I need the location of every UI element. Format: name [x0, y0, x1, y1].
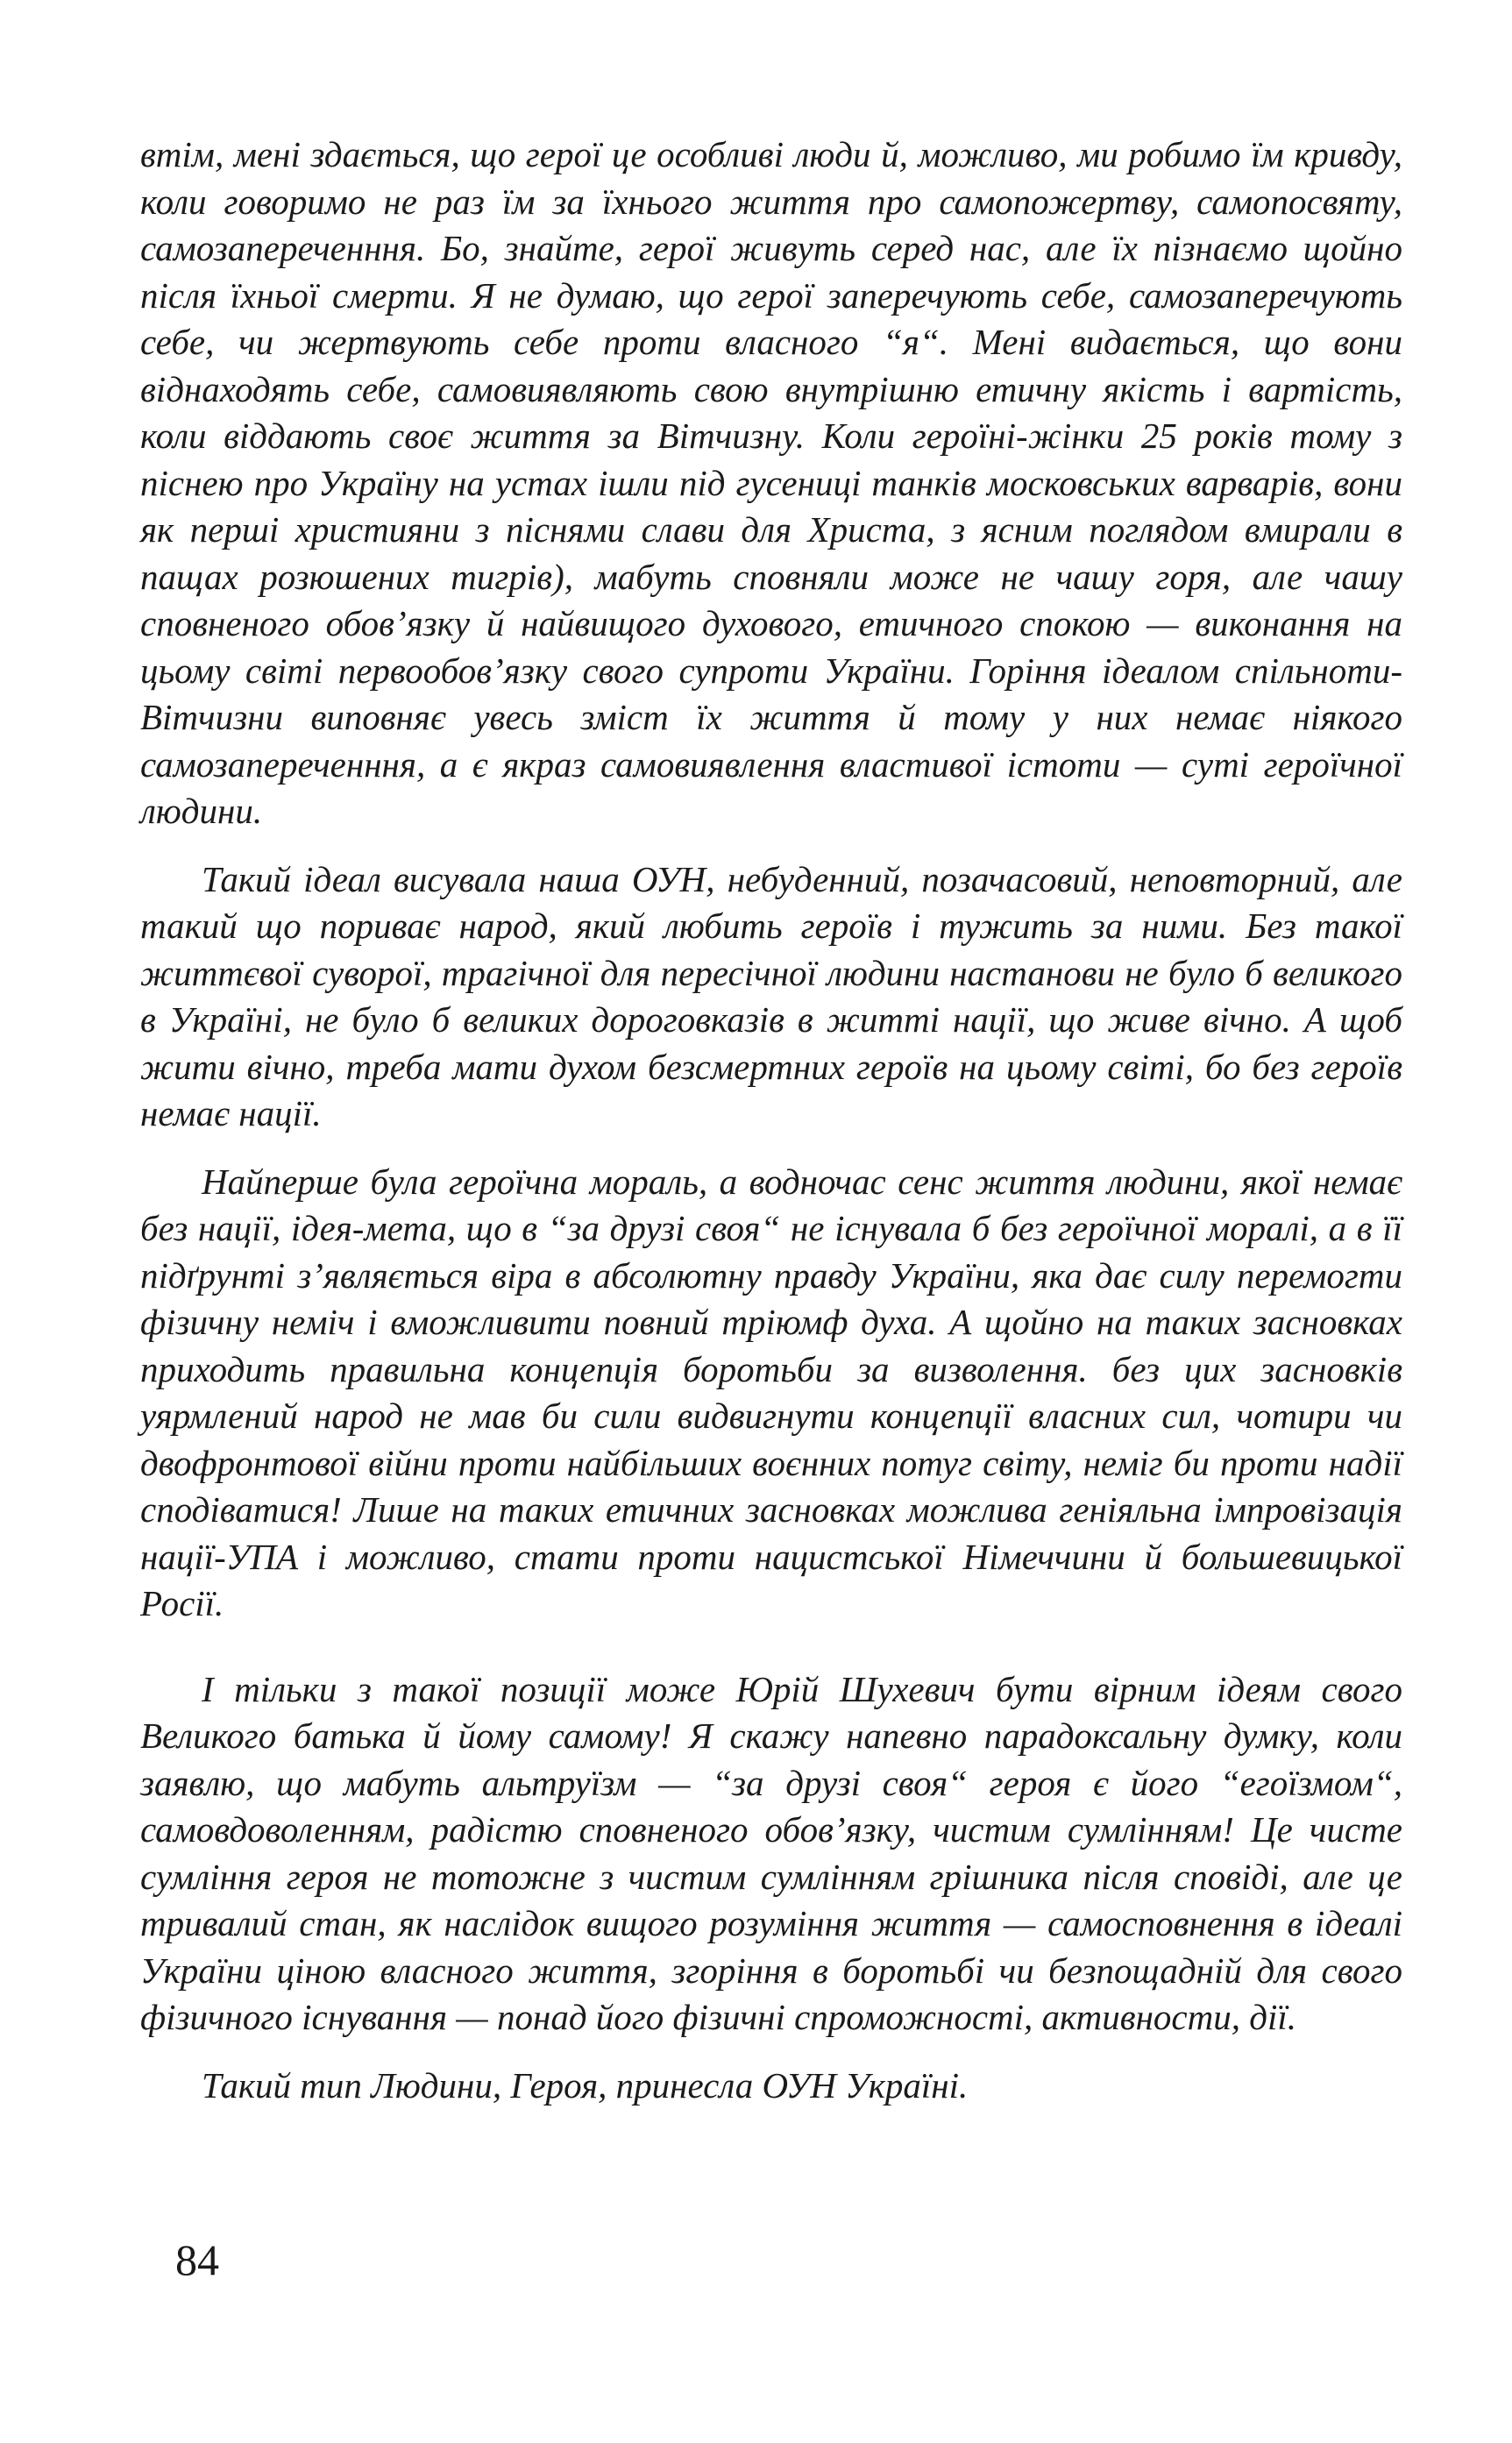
paragraph-2: Такий ідеал висувала наша ОУН, небуденний, позачасовий, неповторний, але такий що пориває народ, який любить героїв і тужить за ними. Без такої життєвої суворої, трагічної для пересічної людини настанови не було б великого в Україні, не було б великих дороговказів в житті нації, що живе вічно. А щоб жити вічно, треба мати духом безсмертних героїв на цьому світі, бо без героїв немає нації.: [140, 858, 1402, 1133]
paragraph-5: Такий тип Людини, Героя, принесла ОУН Україні.: [202, 2064, 969, 2106]
page-number: 84: [175, 2235, 219, 2284]
paragraph-4: І тільки з такої позиції може Юрій Шухевич бути вірним ідеям свого Великого батька й йому самому! Я скажу напевно парадоксальну думку, коли заявлю, що мабуть альтруїзм — “за друзі своя“ героя є його “егоїзмом“, самовдоволенням, радістю сповненого обов’язку, чистим сумлінням! Це чисте сумління героя не тотожне з чистим сумлінням грішника після сповіді, але це тривалий стан, як наслідок вищого розуміння життя — самосповнення в ідеалі України ціною власного життя, згоріння в боротьбі чи безпощадній для свого фізичного існування — понад його фізичні спроможності, активности, дії.: [140, 1668, 1402, 2037]
paragraph-1: втім, мені здається, що герої це особливі люди й, можливо, ми робимо їм кривду, коли говоримо не раз їм за їхнього життя про самопожертву, самопосвяту, самозапереченння. Бо, знайте, герої живуть серед нас, але їх пізнаємо щойно після їхньої смерти. Я не думаю, що герої заперечують себе, самозаперечують себе, чи жертвують себе проти власного “я“. Мені видається, що вони віднаходять себе, самовиявляють свою внутрішню етичну якість і вартість, коли віддають своє життя за Вітчизну. Коли героїні-жінки 25 років тому з піснею про Україну на устах ішли під гусениці танків московських варварів, вони як перші християни з піснями слави для Христа, з ясним поглядом вмирали в пащах розюшених тигрів), мабуть сповняли може не чашу горя, але чашу сповненого обов’язку й найвищого духового, етичного спокою — виконання на цьому світі первообов’язку свого супроти України. Горіння ідеалом спільноти-Вітчизни виповняє увесь зміст їх життя й тому у них немає ніякого самозапереченння, а є якраз самовиявлення властивої істоти — суті героїчної людини.: [140, 134, 1402, 831]
paragraph-3: Найперше була героїчна мораль, а водночас сенс життя людини, якої немає без нації, ідея-мета, що в “за друзі своя“ не існувала б без героїчної моралі, а в її підґрунті з’являється віра в абсолютну правду України, яка дає силу перемогти фізичну неміч і вможливити повний тріюмф духа. А щойно на таких засновках приходить правильна концепція боротьби за визволення. без цих засновків уярмлений народ не мав би сили видвигнути концепції власних сил, чотири чи двофронтової війни проти найбільших воєнних потуг світу, неміг би проти надії сподіватися! Лише на таких етичних засновках можлива геніяльна імпровізація нації-УПА і можливо, стати проти нацистської Німеччини й большевицької Росії.: [140, 1161, 1402, 1623]
body-text: [140, 131, 1402, 2109]
